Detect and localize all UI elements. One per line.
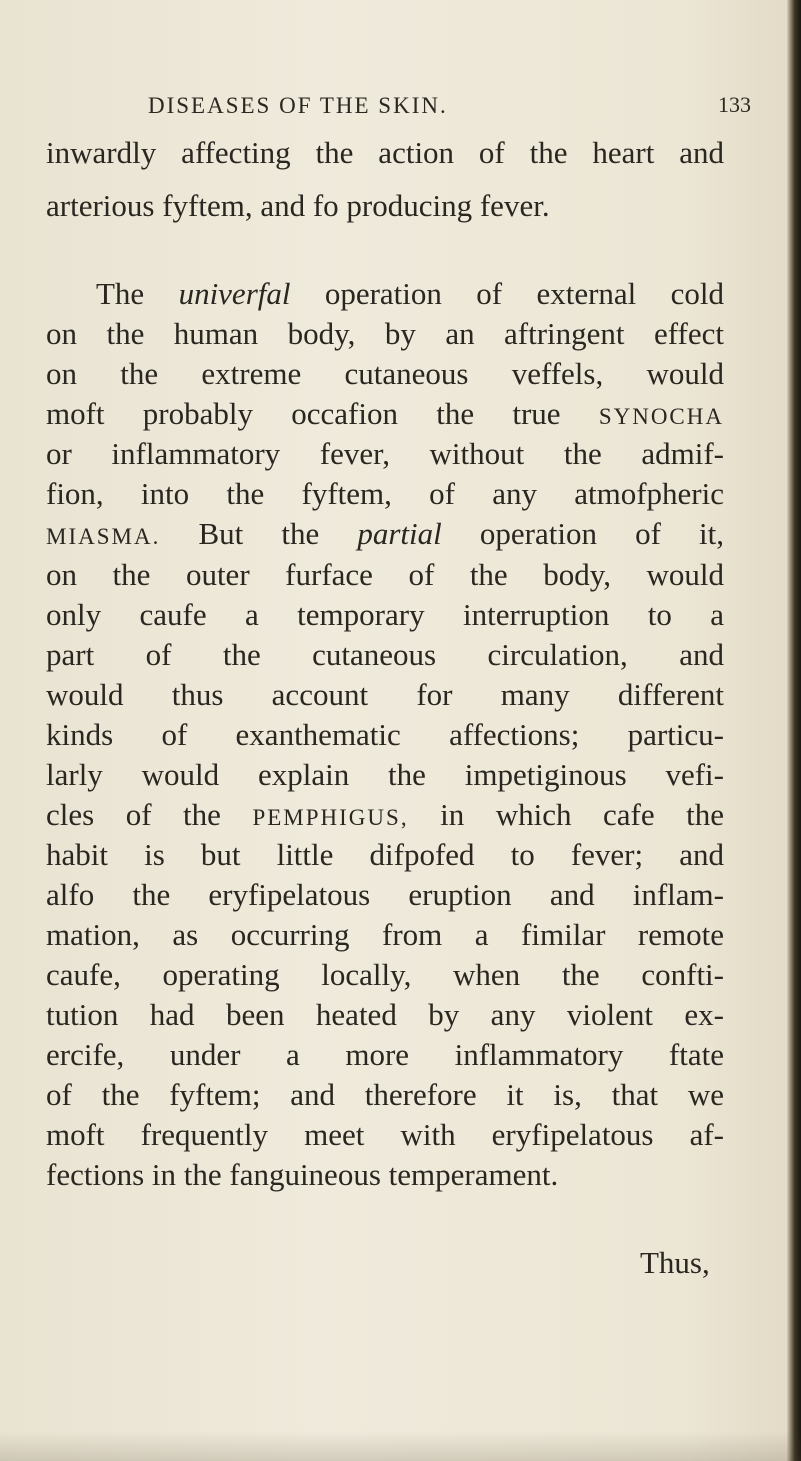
text-line: habit is but little difpofed to fever; and	[46, 837, 724, 872]
text-line: larly would explain the impetiginous vefi-	[46, 757, 724, 792]
running-head: DISEASES OF THE SKIN.	[148, 93, 448, 118]
text-line: on the extreme cutaneous veffels, would	[46, 356, 724, 391]
page-edge-shadow	[787, 0, 801, 1461]
text-line: moft probably occafion the true SYNOCHA	[46, 396, 724, 431]
text-line: on the human body, by an aftringent effect	[46, 316, 724, 351]
text-line: arterious fyftem, and fo producing fever.	[46, 188, 550, 223]
text-line: The univerfal operation of external cold	[96, 276, 724, 311]
text-line: MIASMA. But the partial operation of it,	[46, 516, 724, 551]
text-line: kinds of exanthematic affections; particu-	[46, 717, 724, 752]
text-line: moft frequently meet with eryfipelatous af-	[46, 1117, 724, 1152]
italic-word: univerfal	[178, 276, 291, 311]
text-line: mation, as occurring from a fimilar remote	[46, 917, 724, 952]
text-line: would thus account for many different	[46, 677, 724, 712]
small-caps-term: MIASMA.	[46, 524, 161, 549]
text-line: only caufe a temporary interruption to a	[46, 597, 724, 632]
text-line: part of the cutaneous circulation, and	[46, 637, 724, 672]
text-line: cles of the PEMPHIGUS, in which cafe the	[46, 797, 724, 832]
text-line: fections in the fanguineous temperament.	[46, 1157, 559, 1192]
text-line: ercife, under a more inflammatory ftate	[46, 1037, 724, 1072]
catchword: Thus,	[640, 1245, 710, 1280]
text-line: caufe, operating locally, when the confti-	[46, 957, 724, 992]
bottom-shadow	[0, 1431, 801, 1461]
text-line: inwardly affecting the action of the heart and	[46, 135, 724, 170]
small-caps-term: PEMPHIGUS,	[252, 805, 409, 830]
text-line: of the fyftem; and therefore it is, that we	[46, 1077, 724, 1112]
text-line: alfo the eryfipelatous eruption and inflam-	[46, 877, 724, 912]
text-line: or inflammatory fever, without the admif-	[46, 436, 724, 471]
text-line: tution had been heated by any violent ex-	[46, 997, 724, 1032]
text-line: fion, into the fyftem, of any atmofpheric	[46, 476, 724, 511]
page-number: 133	[718, 92, 751, 117]
text-line: on the outer furface of the body, would	[46, 557, 724, 592]
italic-word: partial	[357, 516, 442, 551]
small-caps-term: SYNOCHA	[598, 404, 724, 429]
